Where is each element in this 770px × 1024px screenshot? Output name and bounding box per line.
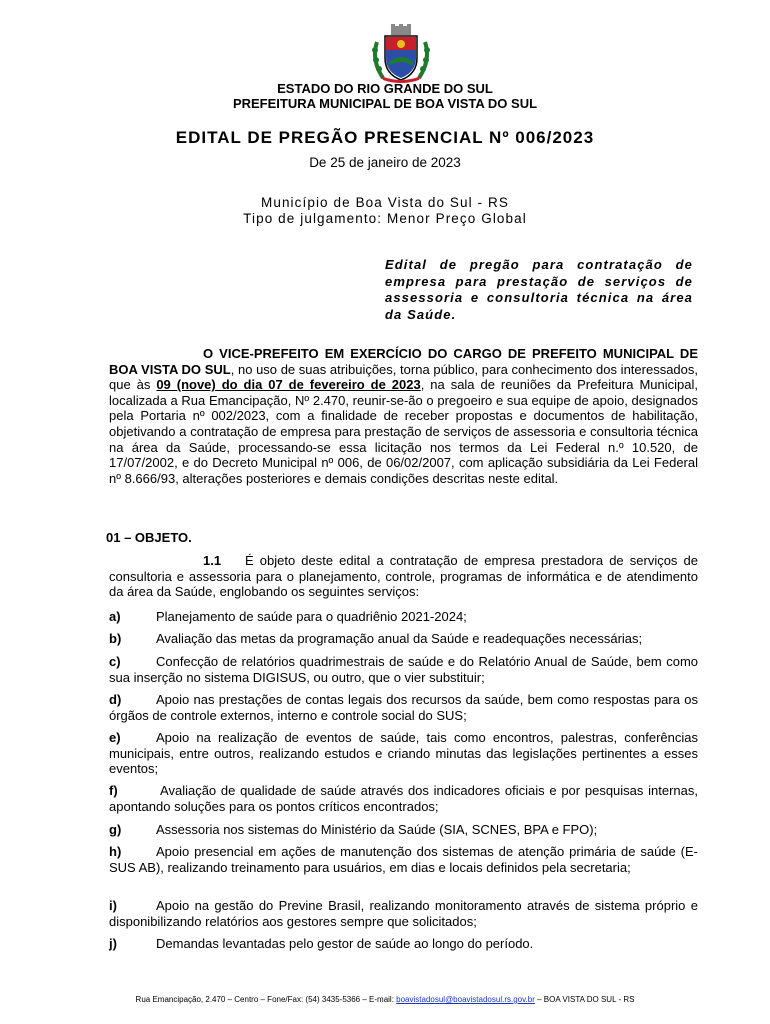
- municipio-line: Município de Boa Vista do Sul - RS: [260, 195, 509, 210]
- item-letter: i): [109, 898, 117, 913]
- list-item: [109, 783, 698, 814]
- state-header: ESTADO DO RIO GRANDE DO SUL: [277, 81, 493, 96]
- clause-1-1: [109, 553, 698, 600]
- footer-suffix: – BOA VISTA DO SUL - RS: [534, 995, 635, 1004]
- item-text: Planejamento de saúde para o quadriênio 2021-2024;: [156, 609, 467, 624]
- list-item: [109, 822, 698, 838]
- item-text: Demandas levantadas pelo gestor de saúde ao longo do período.: [156, 936, 534, 951]
- item-text: Apoio na realização de eventos de saúde, tais como encontros, palestras, conferências municipais, entre outros, realizando estudos e criando minutas das legislações pertinentes a esses eventos;: [109, 730, 698, 777]
- item-text: Apoio nas prestações de contas legais dos recursos da saúde, bem como respostas para os órgãos de controle externos, interno e controle social do SUS;: [109, 692, 698, 723]
- list-item: [109, 654, 698, 685]
- footer-email-link[interactable]: boavistadosul@boavistadosul.rs.gov.br: [396, 995, 535, 1004]
- item-letter: c): [109, 654, 121, 669]
- list-item: [109, 936, 698, 952]
- intro-text-2: , na sala de reuniões da Prefeitura Municipal, localizada a Rua Emancipação, Nº 2.470, reunir-se-ão o pregoeiro e sua equipe de apoio, designados pela Portaria nº 002/2023, com a finalidade de receber propostas e documentos de habilitação, objetivando a contratação de empresa para prestação de serviços de assessoria e consultoria técnica na área da Saúde, processando-se essa licitação nos termos da Lei Federal n.º 10.520, de 17/07/2002, e do Decreto Municipal nº 006, de 06/02/2007, com aplicação subsidiária da Lei Federal nº 8.666/93, alterações posteriores e demais condições descritas neste edital.: [109, 377, 698, 486]
- list-item: [109, 730, 698, 777]
- item-letter: h): [109, 844, 122, 859]
- intro-paragraph: [109, 346, 698, 486]
- item-letter: g): [109, 822, 122, 837]
- municipal-coat-of-arms-icon: [369, 22, 433, 84]
- clause-text: É objeto deste edital a contratação de empresa prestadora de serviços de consultoria e assessoria para o planejamento, controle, programas de informática e de atendimento da área da Saúde, englobando os seguintes serviços:: [109, 553, 698, 600]
- item-letter: j): [109, 936, 117, 951]
- item-text: Assessoria nos sistemas do Ministério da Saúde (SIA, SCNES, BPA e FPO);: [156, 822, 598, 837]
- list-item: [109, 898, 698, 929]
- item-letter: f): [109, 783, 118, 798]
- item-text: Confecção de relatórios quadrimestrais de saúde e do Relatório Anual de Saúde, bem como sua inserção no sistema DIGISUS, ou outro, que o vier substituir;: [109, 654, 698, 685]
- list-item: [109, 692, 698, 723]
- section-heading: 01 – OBJETO.: [106, 530, 192, 545]
- item-letter: b): [109, 631, 122, 646]
- item-text: Apoio presencial em ações de manutenção dos sistemas de atenção primária de saúde (E-SUS AB), realizando treinamento para usuários, em dias e locais definidos pela secretaria;: [109, 844, 698, 875]
- page-footer: [0, 995, 770, 1004]
- item-text: Avaliação das metas da programação anual da Saúde e readequações necessárias;: [156, 631, 643, 646]
- intro-session-date: 09 (nove) do dia 07 de fevereiro de 2023: [156, 377, 421, 393]
- list-item: [109, 844, 698, 875]
- document-title: EDITAL DE PREGÃO PRESENCIAL Nº 006/2023: [175, 128, 595, 147]
- document-date: De 25 de janeiro de 2023: [309, 155, 461, 170]
- list-item: [109, 609, 698, 625]
- item-letter: d): [109, 692, 122, 707]
- prefeitura-header: PREFEITURA MUNICIPAL DE BOA VISTA DO SUL: [232, 96, 538, 111]
- item-text: Apoio na gestão do Previne Brasil, realizando monitoramento através de sistema próprio e disponibilizando relatórios aos gestores sempre que solicitados;: [109, 898, 698, 929]
- intro-bold-lead: O VICE-PREFEITO EM EXERCÍCIO DO CARGO DE PREFEITO MUNICIPAL DE BOA VISTA DO SUL: [109, 346, 698, 377]
- clause-number: 1.1: [203, 553, 222, 568]
- item-text: Avaliação de qualidade de saúde através dos indicadores oficiais e por pesquisas internas, apontando soluções para os pontos críticos encontrados;: [109, 783, 698, 814]
- tipo-julgamento-line: Tipo de julgamento: Menor Preço Global: [243, 211, 527, 226]
- list-item: [109, 631, 698, 647]
- footer-address: Rua Emancipação, 2.470 – Centro – Fone/Fax: (54) 3435-5366 – E-mail:: [135, 995, 397, 1004]
- intro-text-1: , no uso de suas atribuições, torna público, para conhecimento dos interessados, que às: [109, 361, 698, 393]
- item-letter: a): [109, 609, 121, 624]
- item-letter: e): [109, 730, 121, 745]
- edital-summary: Edital de pregão para contratação de empresa para prestação de serviços de assessoria e consultoria técnica na área da Saúde.: [385, 257, 693, 322]
